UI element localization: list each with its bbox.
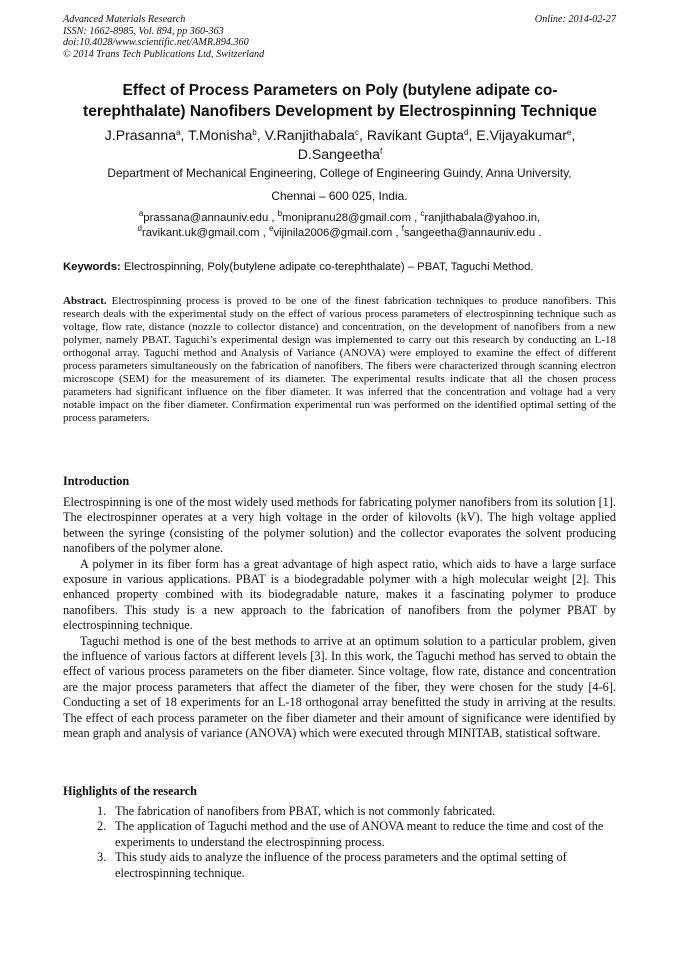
item-text: The fabrication of nanofibers from PBAT, which is not commonly fabricated. xyxy=(115,804,496,818)
keywords-text: Electrospinning, Poly(butylene adipate co-terephthalate) – PBAT, Taguchi Method. xyxy=(120,261,534,273)
item-number: 3. xyxy=(97,850,107,865)
item-number: 1. xyxy=(97,804,107,818)
author: J.Prasanna$^a$, xyxy=(104,127,189,143)
abstract-text: Electrospinning process is proved to be one of the finest fabrication techniques to produce nanofibers. This research deals with the experimental study on the effect of various process parameters of electrospinning technique such as voltage, flow rate, distance (nozzle to collector distance) and concentration, on the development of nanofibers from a new polymer, namely PBAT. Taguchi’s experimental design was implemented to carry out this research by conducting an L-18 orthogonal array. Taguchi method and Analysis of Variance (ANOVA) were employed to examine the effect of different process parameters simultaneously on the fabrication of nanofibers. The fibers were characterized through scanning electron microscope (SEM) for the measurement of its diameter. The experimental results indicate that all the chosen process parameters had significant influence on the fiber diameter. It was inferred that the concentration and voltage had a very notable impact on the fiber diameter. Confirmation experimental run was performed on the identified optimal setting of the process parameters. xyxy=(63,295,616,424)
journal-name: Advanced Materials Research xyxy=(63,14,186,25)
item-text: The application of Taguchi method and the use of ANOVA meant to reduce the time and cost of the experiments to understand the electrospinning process. xyxy=(115,819,604,849)
title-line-2: terephthalate) Nanofibers Development by Electrospinning Technique xyxy=(83,103,597,120)
paragraph: A polymer in its fiber form has a great advantage of high aspect ratio, which aids to have a large surface exposure in various applications. PBAT is a biodegradable polymer with a high molecular weight [2]. This enhanced property combined with its biodegradable nature, makes it a fascinating polymer to produce nanofibers. This study is a new approach to the fabrication of nanofibers from the polymer PBAT by electrospinning technique. xyxy=(63,556,616,633)
keywords-label: Keywords: xyxy=(63,261,121,273)
paragraph: Taguchi method is one of the best methods to arrive at an optimum solution to a particular problem, given the influence of various factors at different levels [3]. In this work, the Taguchi method has served to obtain the effect of various process parameters on the fiber diameter. Since voltage, flow rate, distance and concentration are the major process parameters that affect the diameter of the fiber, they were chosen for the study [4-6]. Conducting a set of 18 experiments for an L-18 orthogonal array benefitted the study in arriving at the results. The effect of each process parameter on the fiber diameter and their amount of significance were identified by mean graph and analysis of variance (ANOVA) which were executed through MINITAB, statistical software. xyxy=(63,633,616,741)
abstract xyxy=(63,295,616,425)
journal-doi: doi:10.4028/www.scientific.net/AMR.894.360 xyxy=(63,37,249,49)
email: $^e$vijinila2006@gmail.com , xyxy=(268,223,402,239)
paper-title xyxy=(55,80,625,122)
highlights-heading: Highlights of the research xyxy=(63,784,197,798)
email-list xyxy=(63,211,616,240)
email: $^a$prassana@annauniv.edu , xyxy=(138,209,278,224)
email: $^c$ranjithabala@yahoo.in, xyxy=(420,209,541,224)
highlights-list xyxy=(63,804,616,881)
title-line-1: Effect of Process Parameters on Poly (butylene adipate co- xyxy=(122,82,558,99)
author: D.Sangeetha$^f$ xyxy=(297,145,383,162)
email: $^d$ravikant.uk@gmail.com , xyxy=(137,223,269,239)
journal-issn: ISSN: 1662-8985, Vol. 894, pp 360-363 xyxy=(63,25,224,37)
journal-header xyxy=(63,14,616,60)
email: $^f$sangeetha@annauniv.edu . xyxy=(401,223,542,239)
online-date: Online: 2014-02-27 xyxy=(534,14,616,25)
affiliation-line-2: Chennai – 600 025, India. xyxy=(271,189,408,203)
item-number: 2. xyxy=(97,819,107,834)
abstract-label: Abstract. xyxy=(63,295,107,307)
introduction-heading: Introduction xyxy=(63,474,130,488)
author-list xyxy=(40,126,640,163)
introduction-body xyxy=(63,495,616,742)
author: E.Vijayakumar$^e$, xyxy=(476,127,576,143)
email: $^b$monipranu28@gmail.com , xyxy=(277,209,421,224)
author: Ravikant Gupta$^d$, xyxy=(366,127,477,143)
author: T.Monisha$^b$, xyxy=(188,127,265,143)
keywords xyxy=(63,260,616,275)
affiliation-line-1: Department of Mechanical Engineering, College of Engineering Guindy, Anna University, xyxy=(107,166,572,180)
journal-copyright: © 2014 Trans Tech Publications Ltd, Switzerland xyxy=(63,48,265,60)
list-item xyxy=(63,819,616,850)
list-item xyxy=(63,850,616,881)
list-item xyxy=(63,804,616,819)
item-text: This study aids to analyze the influence of the process parameters and the optimal setting of electrospinning technique. xyxy=(115,850,567,880)
author: V.Ranjithabala$^c$, xyxy=(264,127,367,143)
paragraph: Electrospinning is one of the most widely used methods for fabricating polymer nanofibers from its solution [1]. The electrospinner operates at a very high voltage in the order of kilovolts (kV). The high voltage applied between the syringe (consisting of the polymer solution) and the collector evaporates the solvent producing nanofibers of the polymer alone. xyxy=(63,495,616,556)
